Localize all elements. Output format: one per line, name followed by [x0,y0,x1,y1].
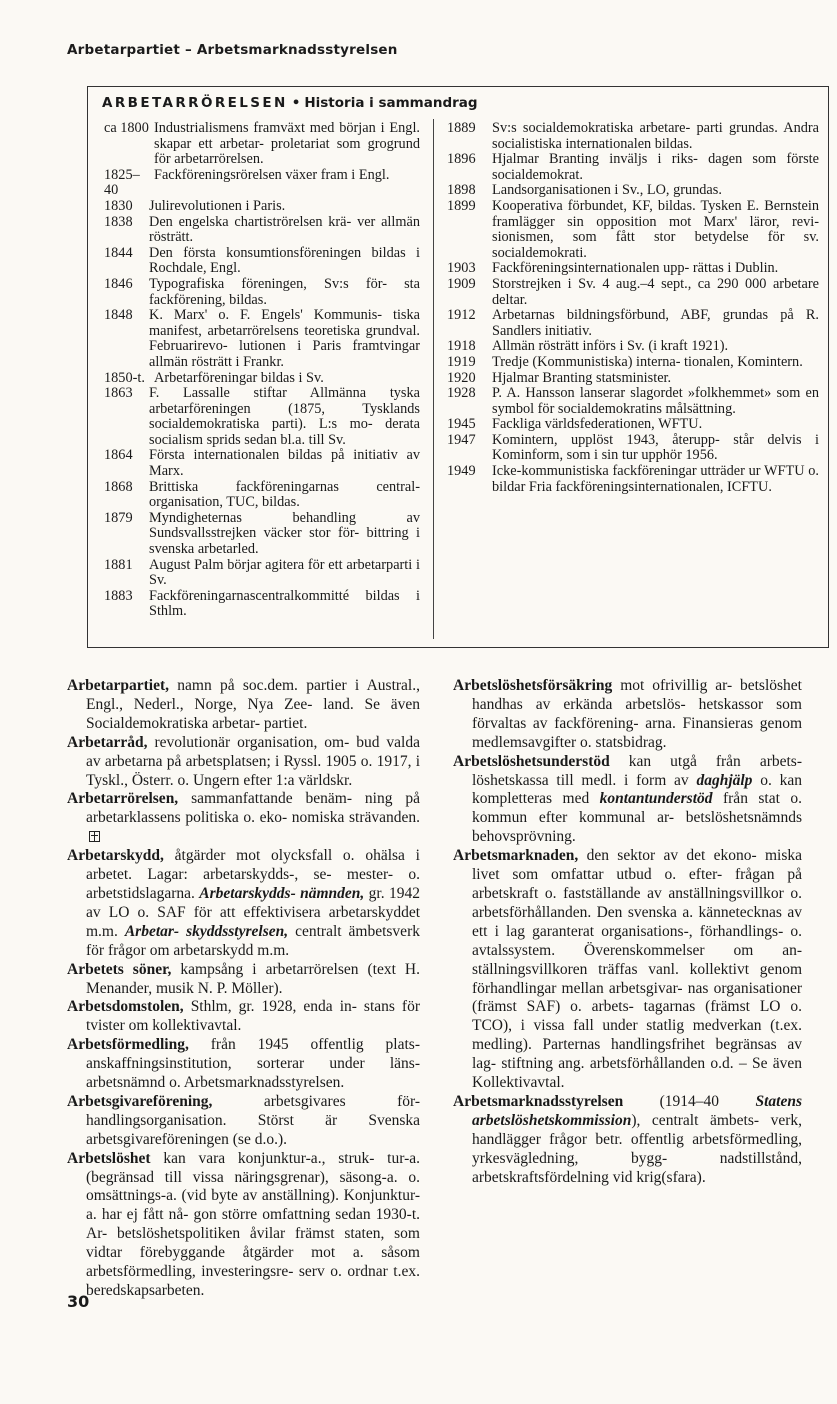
timeline-event [447,371,819,387]
timeline-text: Den engelska chartiströrelsen krä- ver allmän rösträtt. [149,213,420,246]
entry-text: mot ofrivillig ar- betslöshet handhas av erkända arbetslös- hetskassor som förvaltas av fackförening- arna. Finansieras genom medlemsavgifter o. statsbidrag. [472,677,802,751]
entry-arbetsmarknadsstyrelsen [453,1093,802,1188]
timeline-year: 1830 [104,197,133,214]
entry-arbetsloshet [67,1150,420,1301]
timeline-event [104,558,420,589]
timeline-year: 1949 [447,463,476,480]
headword: Arbetsförmedling, [67,1036,189,1054]
entry-text: revolutionär organisation, om- bud valda av arbetarna på arbetsplatsen; i Ryssl. 1905 o. 1917, i Tyskl., Österr. o. Ungern efter 1:a världskr. [86,733,420,789]
timeline-year: 1947 [447,431,476,448]
timeline-text: Fackföreningsrörelsen växer fram i Engl. [154,166,390,183]
timeline-text: Sv:s socialdemokratiska arbetare- parti grundas. Andra socialistiska internationalen bildas. [492,120,819,152]
headword: Arbetsmarknadsstyrelsen [453,1092,624,1110]
headword: Arbetsgivareförening, [67,1092,213,1110]
timeline-event [447,183,819,199]
timeline-text: Den första konsumtionsföreningen bildas i Rochdale, Engl. [149,244,420,277]
timeline-text: Myndigheternas behandling av Sundsvallsstrejken väcker stor för- bittring i svenska arbetarled. [149,509,420,558]
timeline-year: 1899 [447,197,476,214]
entry-arbetarpartiet [67,677,420,734]
timeline-year: 1846 [104,275,133,292]
timeline-text: August Palm börjar agitera för ett arbetarparti i Sv. [149,556,420,589]
timeline-text: Tredje (Kommunistiska) interna- tionalen, Komintern. [492,353,803,370]
headword: Arbetarrörelsen, [67,790,179,808]
entry-text: centralt ämbetsverk för frågor om arbetarskydd m.m. [86,922,420,959]
timeline-text: Fackliga världsfederationen, WFTU. [492,416,703,433]
timeline-year: 1918 [447,338,476,355]
running-head: Arbetarpartiet – Arbetsmarknadsstyrelsen [67,42,398,58]
entry-text: o. kan kompletteras med [472,771,802,808]
entry-arbetarrorelsen [67,790,420,847]
cross-reference: daghjälp [696,771,753,789]
page-number: 30 [67,1292,90,1311]
headword: Arbetets söner, [67,960,172,978]
headword: Arbetslöshet [67,1149,151,1167]
timeline-event [104,121,420,168]
entry-text: den sektor av det ekono- miska livet som omfattar utbud o. efter- frågan på arbetskraft o. fastställande av anställningsvillkor o. arbetsförhållanden. Den svenska a. kännetecknas av ett i lag garanterat organisations-, förhandlings- o. avtalssystem. Överenskommelser om an- ställningsvillkoren träffas vanl. kollektivt genom förhandlingar mellan arbetsgivar- nas organisationer (främst SAF) o. arbets- tagarnas (främst LO o. TCO), i vissa fall under statlig medverkan (t.ex. medling). Parternas handlingsfrihet begränsas av lag- stiftning ang. arbetsförhållanden o.d. – Se även Kollektivavtal. [472,847,802,1092]
timeline-year: 1881 [104,556,133,573]
timeline-event [104,199,420,215]
timeline-event [447,152,819,183]
timeline-year: 1889 [447,120,476,136]
column-left [67,677,420,1301]
timeline-event [447,308,819,339]
timeline-text: Landsorganisationen i Sv., LO, grundas. [492,182,722,199]
timeline-event [104,589,420,620]
entry-arbetsformedling [67,1036,420,1093]
timeline-text: Kooperativa förbundet, KF, bildas. Tysken E. Bernstein framlägger sin opposition mot Marx' läror, revi- sionismen, som fått stor betydelse för sv. socialdemokrati. [492,197,819,261]
entry-arbetarskydd [67,847,420,960]
timeline-event [104,308,420,370]
timeline-text: Typografiska föreningen, Sv:s för- sta fackförening, bildas. [149,275,420,308]
timeline-year: 1838 [104,213,133,230]
entry-text: åtgärder mot olycksfall o. ohälsa i arbetet. Lagar: arbetarskydds-, se- mester- o. arbetstidslagarna. [86,847,420,902]
timeline-event [447,277,819,308]
timeline-text: Allmän rösträtt införs i Sv. (i kraft 1921). [492,338,729,355]
timeline-year: 1825–40 [104,166,140,199]
timeline-text: K. Marx' o. F. Engels' Kommunis- tiska manifest, arbetarrörelsens teoretiska grundval. Februarirevo- lutionen i Paris framtvingar allmän rösträtt i Frankr. [149,307,420,370]
timeline-text: Julirevolutionen i Paris. [149,197,286,214]
timeline-event [104,246,420,277]
timeline-year: 1909 [447,275,476,292]
timeline-event [104,480,420,511]
cross-reference: Arbetar- skyddsstyrelsen, [124,922,289,940]
timeline-event [447,355,819,371]
entry-text: kampsång i arbetarrörelsen (text H. Menander, musik N. P. Möller). [86,960,420,997]
timeline-year: 1896 [447,151,476,168]
timeline-event [447,386,819,417]
timeline-year: 1912 [447,307,476,324]
timeline-text: Fackföreningarnascentralkommitté bildas i Sthlm. [149,587,420,620]
timeline-event [104,168,420,199]
timeline-text: Komintern, upplöst 1943, återupp- står delvis i Kominform, som i sin tur upphör 1956. [492,431,819,464]
timeline-event [104,511,420,558]
entry-text: namn på soc.dem. partier i Austral., Engl., Nederl., Norge, Nya Zee- land. Se även Socialdemokratiska arbetar- partiet. [86,677,420,732]
timeline-year: 1928 [447,385,476,402]
timeline-right [447,121,819,495]
headword: Arbetarråd, [67,733,148,751]
timeline-left [104,121,420,620]
box-title-dot: • [291,95,301,111]
timeline-year: 1850-t. [104,369,145,386]
timeline-text: Icke-kommunistiska fackföreningar utträder ur WFTU o. bildar Fria fackföreningsinternationalen, ICFTU. [492,463,819,495]
timeline-text: Fackföreningsinternationalen upp- rättas i Dublin. [492,260,779,277]
entry-text: sammanfattande benäm- ning på arbetarklassens politiska o. eko- nomiska strävanden. [86,790,420,827]
entry-arbetsmarknaden [453,847,802,1093]
timeline-year: 1864 [104,447,133,464]
entry-text: från stat o. kommun efter kommunal ar- betslöshetsnämnds behovsprövning. [472,790,803,846]
timeline-event [447,339,819,355]
headword: Arbetsdomstolen, [67,998,184,1016]
timeline-year: 1920 [447,369,476,386]
timeline-year: 1848 [104,307,133,324]
timeline-event [447,121,819,152]
timeline-year: 1883 [104,587,133,604]
entry-text: (1914–40 [623,1092,756,1110]
timeline-event [104,386,420,448]
timeline-text: Brittiska fackföreningarnas central- organisation, TUC, bildas. [149,478,420,511]
timeline-year: 1844 [104,244,133,261]
timeline-event [104,448,420,479]
timeline-event [447,464,819,495]
headword: Arbetslöshetsförsäkring [453,677,613,694]
timeline-year: 1868 [104,478,133,495]
entry-text: kan vara konjunktur-a., struk- tur-a. (begränsad till vissa näringsgrenar), säsong-a. o. omsättnings-a. (vid byte av anställning). Konjunktur-a. har ej fått nå- gon större omfattning sedan 1930-t. Ar- betslöshetspolitiken åvilar främst staten, som vidtar förebyggande åtgärder mot a. såsom arbetsförmedling, investeringsre- serv o. ordnar t.ex. beredskapsarbeten. [86,1149,420,1299]
box-title-main: ARBETARRÖRELSEN [102,95,288,111]
entry-arbetets-soner [67,961,420,999]
headword: Arbetsmarknaden, [453,847,579,865]
box-title-sub: Historia i sammandrag [304,95,478,111]
entry-text: kan utgå från arbets- löshetskassa till medl. i form av [472,752,802,789]
history-box [87,86,829,648]
entry-arbetsloshetsforsakring [453,677,802,753]
timeline-year: 1898 [447,182,476,199]
headword: Arbetarskydd, [67,847,164,865]
entry-text: från 1945 offentlig plats- anskaffningsinstitution, sorterar under läns- arbetsnämnd o. Arbetsmarknadsstyrelsen. [86,1036,420,1092]
entry-arbetsgivareforening [67,1093,420,1150]
cross-reference: kontantunderstöd [599,790,713,808]
timeline-text: Första internationalen bildas på initiativ av Marx. [149,447,420,480]
timeline-text: Hjalmar Branting inväljs i riks- dagen som förste socialdemokrat. [492,151,819,183]
cross-reference: Statens arbetslöshetskommission [472,1092,802,1129]
entry-text: gr. 1942 av LO o. SAF för att effektivisera arbetarskyddet m.m. [86,884,421,940]
box-column-divider [433,119,434,639]
timeline-year: 1903 [447,260,476,277]
entry-arbetsloshetsunderstod [453,753,802,848]
book-reference-icon [89,831,100,842]
entry-text: arbetsgivares för- handlingsorganisation. Störst är Svenska arbetsgivareföreningen (se d.o.). [86,1092,420,1148]
timeline-text: Hjalmar Branting statsminister. [492,369,672,386]
timeline-text: Arbetarnas bildningsförbund, ABF, grundas på R. Sandlers initiativ. [492,307,819,339]
timeline-year: 1863 [104,385,133,402]
cross-reference: Arbetarskydds- nämnden, [199,884,365,902]
entry-arbetsdomstolen [67,998,420,1036]
entry-text: ), centralt ämbets- verk, handlägger frågor betr. offentlig arbetsförmedling, yrkesvägledning, bygg- nadstillstånd, arbetskraftsfördelning vid krig(sfara). [472,1111,802,1186]
timeline-event [104,277,420,308]
column-right [453,677,802,1187]
timeline-text: Storstrejken i Sv. 4 aug.–4 sept., ca 290 000 arbetare deltar. [492,275,819,308]
timeline-text: F. Lassalle stiftar Allmänna tyska arbetarföreningen (1875, Tysklands socialdemokratiska parti). L:s mo- derata socialism sprids sedan bl.a. till Sv. [149,385,420,448]
timeline-text: P. A. Hansson lanserar slagordet »folkhemmet» som en symbol för socialdemokratins målsättning. [492,385,819,417]
headword: Arbetarpartiet, [67,677,169,694]
entry-text: Sthlm, gr. 1928, enda in- stans för tvister om kollektivavtal. [86,998,420,1035]
headword: Arbetslöshetsunderstöd [453,752,610,770]
entry-arbetarrad [67,734,420,791]
timeline-year: ca 1800 [104,120,149,136]
timeline-event [104,215,420,246]
timeline-text: Industrialismens framväxt med början i Engl. skapar ett arbetar- proletariat som grogrund för arbetarrörelsen. [154,120,420,168]
timeline-event [447,261,819,277]
timeline-event [447,199,819,261]
timeline-event [447,433,819,464]
timeline-text: Arbetarföreningar bildas i Sv. [154,369,324,386]
box-title [102,95,478,111]
timeline-year: 1919 [447,353,476,370]
timeline-year: 1879 [104,509,133,526]
timeline-event [104,371,420,387]
timeline-year: 1945 [447,416,476,433]
timeline-event [447,417,819,433]
